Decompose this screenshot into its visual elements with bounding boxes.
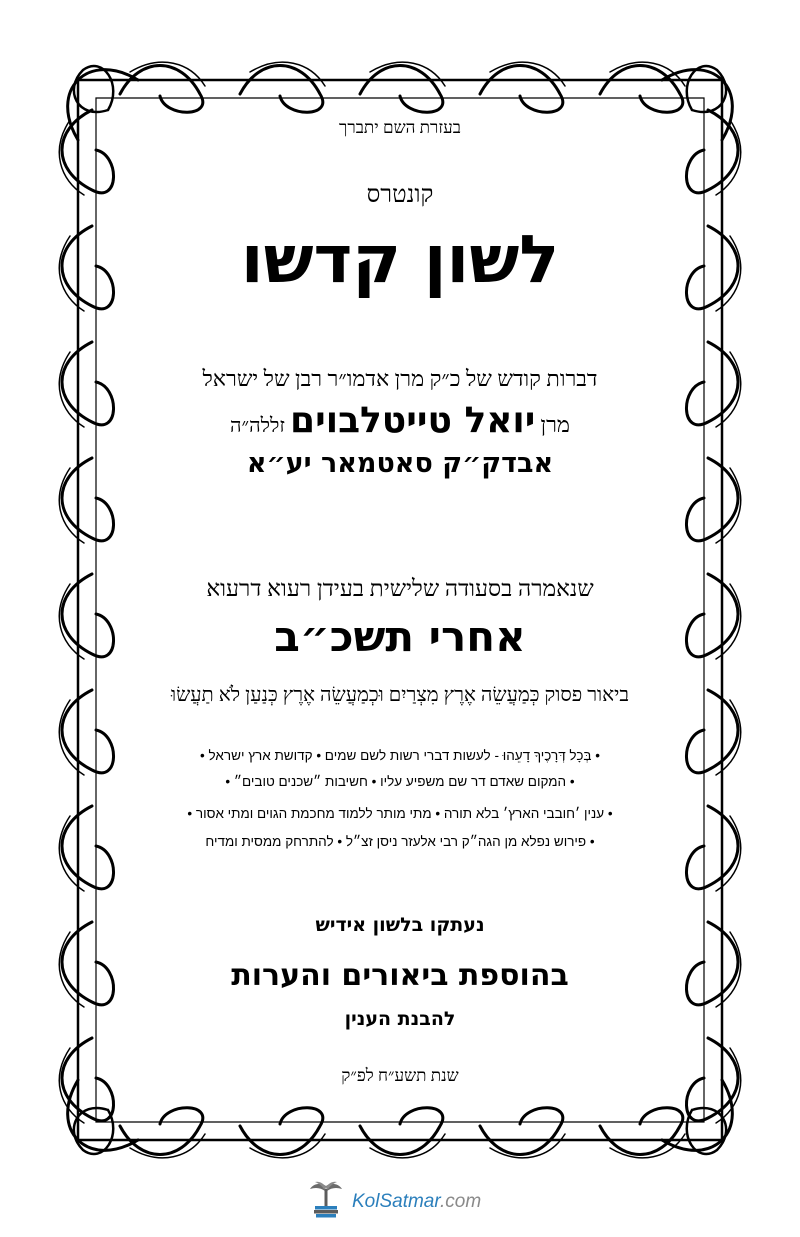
author-honorific-line: דברות קודש של כ״ק מרן אדמו״ר רבן של ישראל — [202, 366, 598, 391]
border-flourish — [240, 66, 323, 113]
border-flourish — [240, 1108, 323, 1155]
author-suffix: זללה״ה — [230, 415, 285, 437]
border-flourish — [686, 690, 738, 773]
border-flourish — [600, 1108, 683, 1155]
border-flourish — [480, 1108, 563, 1155]
border-flourish — [62, 922, 114, 1005]
border-flourish — [686, 226, 738, 309]
border-flourish — [62, 342, 114, 425]
border-flourish — [120, 1108, 203, 1155]
palm-tree-books-icon — [306, 1180, 346, 1220]
border-flourish — [74, 1108, 113, 1154]
parsha-heading: אחרי תשכ״ב — [274, 612, 526, 661]
kuntres-label: קונטרס — [366, 182, 434, 208]
topic-line: ביאור פסוק כְּמַעֲשֵׂה אֶרֶץ מִצְרַיִם וּכְמַעֲשֵׂה אֶרֶץ כְּנַעַן לֹא תַעֲשׂוּ — [170, 684, 630, 706]
border-flourish — [62, 226, 114, 309]
border-flourish — [686, 458, 738, 541]
site-name-main: KolSatmar — [352, 1191, 440, 1212]
border-flourish — [600, 66, 683, 113]
translation-line-1: נעתקו בלשון אידיש — [315, 914, 485, 936]
bullet-line-4: • פירוש נפלא מן הגה״ק רבי אלעזר ניסן זצ״ל • להתרחק ממסית ומדיח — [205, 834, 595, 849]
site-name[interactable] — [352, 1191, 481, 1213]
author-prefix: מרן — [540, 412, 570, 437]
border-flourish — [686, 574, 738, 657]
border-flourish — [62, 690, 114, 773]
publication-year: שנת תשע״ח לפ״ק — [341, 1066, 459, 1085]
author-title-line: אבדק״ק סאטמאר יע״א — [246, 448, 554, 479]
occasion-line: שנאמרה בסעודה שלישית בעידן רעוא דרעוא — [206, 576, 594, 601]
blessing-header: בעזרת השם יתברך — [339, 118, 461, 137]
translation-line-3: להבנת הענין — [344, 1008, 456, 1030]
border-flourish — [74, 66, 113, 112]
translation-line-2: בהוספת ביאורים והערות — [231, 958, 569, 993]
border-flourish — [686, 922, 738, 1005]
bullet-line-1: • בְּכָל דְּרָכֶיךָ דָעֵהוּ - לעשות דברי רשות לשם שמים • קדושת ארץ ישראל • — [200, 748, 600, 763]
border-flourish — [360, 1108, 443, 1155]
border-flourish — [686, 806, 738, 889]
author-name-line — [120, 400, 680, 441]
border-flourish — [480, 66, 563, 113]
border-flourish — [120, 66, 203, 113]
border-flourish — [62, 574, 114, 657]
border-flourish — [62, 806, 114, 889]
site-footer[interactable] — [300, 1178, 520, 1222]
bullet-line-3: • ענין ׳חובבי הארץ׳ בלא תורה • מתי מותר ללמוד מחכמת הגוים ומתי אסור • — [187, 806, 613, 821]
author-name: יואל טייטלבוים — [290, 400, 536, 441]
border-flourish — [687, 1108, 726, 1154]
main-title: לשון קדשו — [240, 221, 560, 298]
border-flourish — [62, 458, 114, 541]
site-name-domain: .com — [440, 1191, 482, 1212]
border-flourish — [687, 66, 726, 112]
border-flourish — [686, 342, 738, 425]
border-flourish — [360, 66, 443, 113]
bullet-line-2: • המקום שאדם דר שם משפיע עליו • חשיבות ״שכנים טובים״ • — [225, 774, 575, 789]
